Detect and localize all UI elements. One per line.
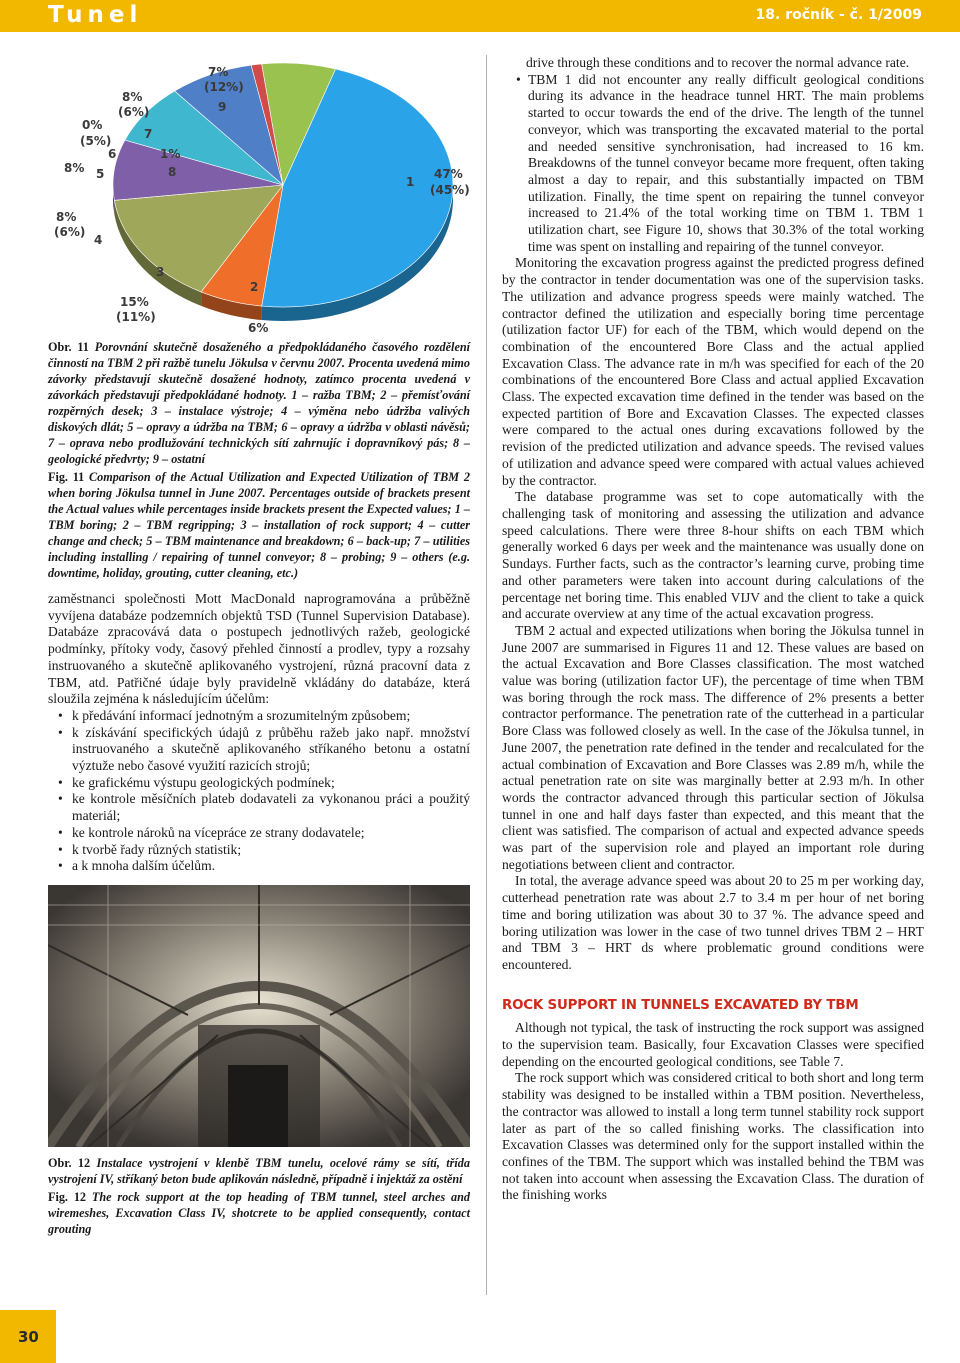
paragraph-total: In total, the average advance speed was about 20 to 25 m per working day, cutterhead penetration rate was about 2.7 to 3.4 m per hour of net boring time and boring utilization was about 30 to 37 %. The advance speed and boring utilization was lower in the case of two tunnel drives TBM 2 – HRT and TBM 3 – HRT ds where problematic ground conditions were encountered. [502, 873, 924, 972]
label-5-pct: 8% [64, 161, 85, 175]
label-4-pct: 8% [56, 210, 77, 224]
tunnel-photo [48, 885, 470, 1147]
fig12-en-lead: Fig. 12 [48, 1189, 87, 1204]
journal-logo: Tunel [48, 2, 143, 28]
label-1-num: 1 [406, 175, 415, 189]
list-item: • ke kontrole měsíčních plateb dodavateli za vykonanou práci a použitý materiál; [48, 791, 470, 824]
fig12-cz-text: Instalace vystrojení v klenbě TBM tunelu, ocelové rámy se sítí, třída vystrojení IV, stříkaný beton bude aplikován následně, případně i injektáž za ostění [48, 1155, 470, 1186]
paragraph-rock-support-1: Although not typical, the task of instructing the rock support was assigned to the supervision team. Basically, four Excavation Classes were specified depending on the encourted geological conditions, see Table 7. [502, 1020, 924, 1069]
label-5-num: 5 [96, 167, 105, 181]
label-6-pct: 0% [82, 118, 103, 132]
list-item: • a k mnoha dalším účelům. [48, 858, 470, 875]
label-7-value: 7% [208, 65, 229, 79]
label-7-expected: (6%) [118, 105, 150, 119]
fig11-en-text: Comparison of the Actual Utilization and Expected Utilization of TBM 2 when boring Jökulsa tunnel in June 2007. Percentages outside of brackets present the Actual values while percentages inside brackets present the Expected values; 1 – TBM boring; 2 – TBM regripping; 3 – installation of rock support; 4 – cutter change and check; 5 – TBM maintenance and breakdown; 6 – back-up; 7 – utilities including installing / repairing of tunnel conveyor; 8 – probing; 9 – others (e.g. downtime, holiday, grouting, cutter cleaning, etc.) [48, 470, 470, 580]
label-2-num: 2 [250, 280, 259, 294]
label-1-expected: (45%) [430, 183, 470, 197]
list-item: • k tvorbě řady různých statistik; [48, 842, 470, 859]
label-3-expected: (11%) [116, 310, 156, 324]
issue-label: 18. ročník - č. 1/2009 [755, 7, 922, 23]
fig12-caption-en [48, 1189, 470, 1237]
page-number-box [0, 1310, 56, 1363]
continued-bullet-text: drive through these conditions and to recover the normal advance rate. [526, 55, 910, 70]
fig11-cz-text: Porovnání skutečně dosaženého a předpokládaného časového rozdělení činností na TBM 2 při ražbě tunelu Jökulsa v červnu 2007. Procenta uvedená mimo závorky představují skutečně dosažené hodnoty, zatímco procenta uvedená v závorkách představují předpokládané hodnoty. 1 – ražba TBM; 2 – přemísťování rozpěrných desek; 3 – instalace výstroje; 4 – výměna nebo údržba valivých diskových dlát; 5 – opravy a údržba na TBM; 6 – opravy a údržba v oblasti návěsů; 7 – oprava nebo prodlužování technických sítí zahrnujíc i dopravníkový pás; 8 – geologické předvrty; 9 – ostatní [48, 340, 471, 466]
page-number: 30 [18, 1328, 39, 1346]
fig12-cz-lead: Obr. 12 [48, 1155, 91, 1170]
label-6-num: 6 [108, 147, 117, 161]
label-1-pct: 47% [434, 167, 463, 181]
label-3-num: 3 [156, 265, 165, 279]
left-column [48, 55, 470, 1237]
label-7-num: 7 [144, 127, 153, 141]
tunnel-photo-illustration [48, 885, 470, 1147]
right-column [502, 55, 924, 1204]
column-divider [486, 55, 487, 1295]
pie-chart [48, 55, 470, 337]
fig11-en-lead: Fig. 11 [48, 470, 85, 484]
list-item: • ke kontrole nároků na vícepráce ze strany dodavatele; [48, 825, 470, 842]
label-9-expected: (12%) [204, 80, 244, 94]
list-item: • k předávání informací jednotným a srozumitelným způsobem; [48, 708, 470, 725]
fig12-caption-cz [48, 1155, 470, 1187]
header-bar [0, 0, 960, 32]
left-bullet-list [48, 708, 470, 875]
label-9-num: 9 [218, 100, 227, 114]
list-item: • ke grafickému výstupu geologických podmínek; [48, 775, 470, 792]
paragraph-tbm2: TBM 2 actual and expected utilizations when boring the Jökulsa tunnel in June 2007 are summarised in Figures 11 and 12. These values are based on the actual Excavation and Bore Classes classification. The most watched value was boring (utilization factor UF), the percentage of time when TBM was boring through the rock mass. The difference of 2% presents a better contractor performance. The penetration rate of the cutterhead in a particular Bore Class was followed closely as well. In the case of the Jökulsa tunnel, in June 2007, the penetration rate defined in the tender and recalculated for the actual combination of Excavation and Bore Classes was 2.89 m/h, while the actual penetration rate on site was marginally better at 2.93 m/h. In other words the contractor advanced through this particular section of Jökulsa tunnel in one and half days faster than expected, and this meant that the client was satisfied. The comparison of actual and expected advance speeds was part of the supervision role and played an important role during negotiations between client and contractor. [502, 622, 924, 872]
paragraph-database: The database programme was set to cope automatically with the challenging task of monitoring and assessing the utilization and advance speed calculations. There were three 8-hour shifts on each TBM which generally worked 6 days per week and the maintenance was usually done on Sundays. Further facts, such as the contractor’s learning curve, probing time and other parameters were taken into account during calculations of the percentage net boring time. This enabled VIJV and the client to take a quick and accurate overview at any time of the actual excavation progress. [502, 489, 924, 622]
fig11-caption-cz [48, 339, 470, 467]
pie-chart-figure [48, 55, 470, 337]
label-4-num: 4 [94, 233, 103, 247]
left-paragraph: zaměstnanci společnosti Mott MacDonald naprogramována a průběžně vyvíjena databáze podzemních objektů TSD (Tunnel Supervision Database). Databáze zpracovává data o postupech jednotlivých ražeb, geologické podmínky, přítoky vody, časový přehled činností a prodlev, typy a rozsahy instruovaného a skutečně aplikovaného vystrojení, různá pracovní data z TBM, atd. Patřičné údaje byly pravidelně vkládány do databáze, která sloužila zejména k následujícím účelům: [48, 591, 470, 707]
fig11-cz-lead: Obr. 11 [48, 340, 89, 354]
fig11-caption-en [48, 469, 470, 581]
label-7-pct: 8% [122, 90, 143, 104]
paragraph-rock-support-2: The rock support which was considered critical to both short and long term stability was designed to be installed within a TBM position. Nevertheless, the contractor was allowed to install a long term tunnel stability rock support later as part of the so called finishing works. The classification into Excavation Classes was determined only for the support installed within the confines of the TBM. The support which was installed behind the TBM was not taken into account when assessing the Excavation Class. The duration of the finishing works [502, 1070, 924, 1203]
section-heading: ROCK SUPPORT IN TUNNELS EXCAVATED BY TBM [502, 997, 859, 1013]
label-4-expected: (6%) [54, 225, 86, 239]
list-item: • TBM 1 did not encounter any really difficult geological conditions during its advance in the headrace tunnel HRT. The main problems started to occur towards the end of the drive. The length of the tunnel conveyor, which was transporting the excavated material to the portal and needed sensitive synchronisation, had increased to 16 km. Breakdowns of the tunnel conveyor became more frequent, often taking almost a day to repair, and this substantially impacted on TBM utilization. Finally, the time spent on repairing the tunnel conveyor increased to 21.4% of the total working time on TBM 1. TBM 1 utilization chart, see Figure 10, shows that 30.3% of the total working time was spent on installing and repairing of the tunnel conveyor. [502, 72, 924, 256]
label-2-pct: 6% [248, 321, 269, 335]
label-1pct: 1% [160, 147, 181, 161]
list-item: • k získávání specifických údajů z průběhu ražeb jako např. množství instruovaného a skutečně aplikovaného stříkaného betonu a ostatní výztuže nebo časové využití razicích strojů; [48, 725, 470, 775]
paragraph-monitoring: Monitoring the excavation progress against the predicted progress defined by the contractor in tender documentation was one of the supervision tasks. The utilization and advance progress speeds were mainly watched. The contractor defined the utilization and especially boring time percentage (utilization factor UF) for each of the TBM, which would depend on the combination of the encountered Bore Class and the actual applied Excavation Class. The advance rate in m/h was specified for each of the 20 combinations of the encountered Bore Class and actual applied Excavation Class. The expected excavation time defined in the tender was based on the expected partition of Bore and Excavation Classes. The expected classes were compared to the actual ones during excavations followed by the revision of the predicted utilization and advance speeds. The revised values of utilization and advance speed were compared with actual values achieved by the contractor. [502, 255, 924, 488]
label-3-pct: 15% [120, 295, 149, 309]
label-8-num: 8 [168, 165, 177, 179]
fig12-en-text: The rock support at the top heading of TBM tunnel, steel arches and wiremeshes, Excavation Class IV, shotcrete to be applied consequently, contact grouting [48, 1189, 471, 1236]
right-bullet-list [502, 72, 924, 256]
label-6-expected: (5%) [80, 134, 112, 148]
